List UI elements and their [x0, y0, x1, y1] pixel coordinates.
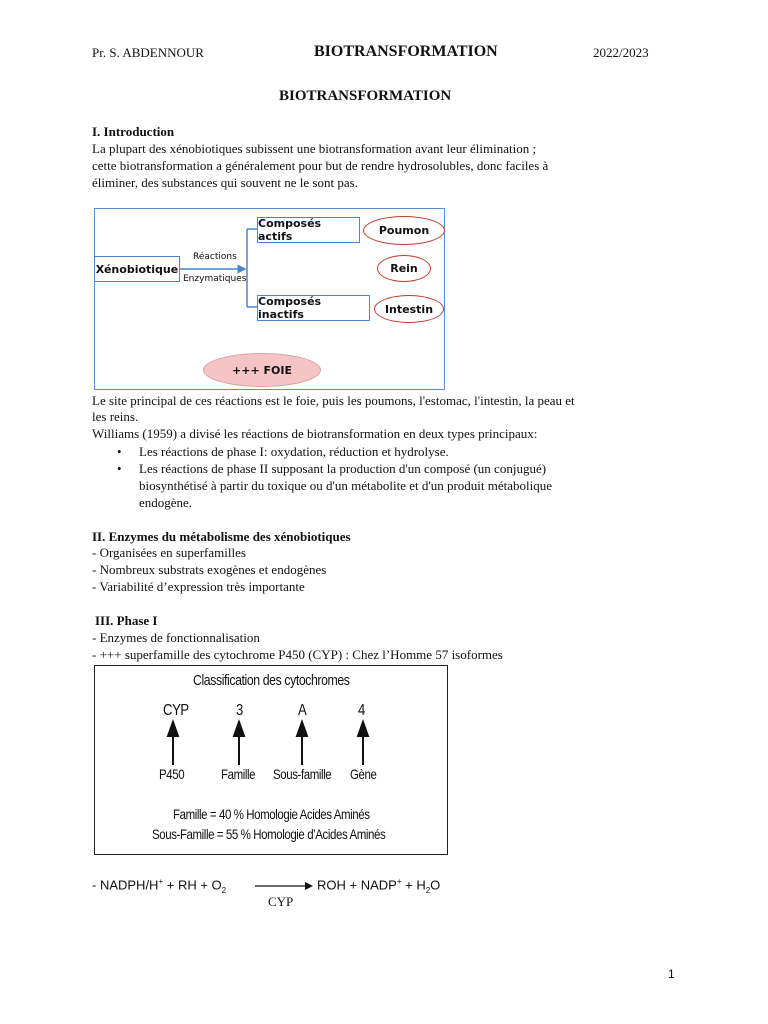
- composes-actifs-box: Composés actifs: [257, 217, 360, 243]
- header-author: Pr. S. ABDENNOUR: [92, 45, 204, 60]
- site-line-2: les reins.: [92, 409, 139, 424]
- header-year: 2022/2023: [593, 45, 649, 60]
- eq-nadph: - NADPH/H: [92, 877, 159, 893]
- bullet-phase-2-text: Les réactions de phase II supposant la production d'un composé (un conjugué): [139, 461, 547, 476]
- enzymes-line-2: - Nombreux substrats exogènes et endogènes: [92, 562, 327, 577]
- eq-rh-o: + RH + O: [163, 877, 222, 893]
- reaction-equation-right: [317, 877, 440, 895]
- bullet-phase-2-cont-1: biosynthétisé à partir du toxique ou d'un métabolite et d'un produit métabolique: [139, 478, 553, 493]
- eq-o: O: [430, 877, 441, 893]
- rein-oval: Rein: [377, 255, 431, 282]
- site-line-3: Williams (1959) a divisé les réactions de biotransformation en deux types principaux:: [92, 426, 538, 441]
- bullet-phase-1-text: Les réactions de phase I: oxydation, réduction et hydrolyse.: [139, 444, 449, 459]
- enzymatiques-label: Enzymatiques: [183, 274, 247, 284]
- enzymes-line-3: - Variabilité d’expression très importante: [92, 579, 305, 594]
- header-title: BIOTRANSFORMATION: [314, 43, 498, 60]
- intro-line-3: éliminer, des substances qui souvent ne le sont pas.: [92, 175, 358, 190]
- cyp-figure-title: Classification des cytochromes: [193, 672, 350, 689]
- cyp-top-subfamily: A: [298, 702, 307, 719]
- cyp-top-family: 3: [236, 702, 243, 719]
- eq-sub-2: 2: [425, 885, 431, 895]
- enzymes-line-1: - Organisées en superfamilles: [92, 545, 246, 560]
- eq-sub-1: 2: [221, 885, 227, 895]
- reaction-enzyme-label: CYP: [268, 894, 294, 909]
- reactions-label: Réactions: [193, 252, 237, 262]
- eq-roh-nadp: ROH + NADP: [317, 877, 397, 893]
- composes-inactifs-box: Composés inactifs: [257, 295, 370, 321]
- intro-line-1: La plupart des xénobiotiques subissent une biotransformation avant leur élimination ;: [92, 141, 537, 156]
- eq-sup-2: +: [396, 877, 402, 886]
- cyp-bottom-famille: Famille: [221, 766, 256, 782]
- biotransformation-diagram: [94, 208, 445, 390]
- reaction-equation-left: [92, 877, 226, 895]
- foie-oval: +++ FOIE: [203, 353, 321, 387]
- cyp-sous-famille-note: Sous-Famille = 55 % Homologie d’Acides Aminés: [152, 826, 386, 842]
- cyp-famille-note: Famille = 40 % Homologie Acides Aminés: [173, 806, 370, 822]
- xenobiotique-box: Xénobiotique: [94, 256, 180, 282]
- bullet-phase-1: [117, 444, 449, 460]
- phase1-line-1: - Enzymes de fonctionnalisation: [92, 630, 260, 645]
- site-line-1: Le site principal de ces réactions est le foie, puis les poumons, l'estomac, l'intestin, la peau et: [92, 393, 575, 408]
- cyp-top-gene: 4: [358, 702, 365, 719]
- reaction-arrow-icon: [255, 880, 315, 892]
- cyp-bottom-sous-famille: Sous-famille: [273, 766, 332, 782]
- bullet-icon: •: [117, 444, 122, 459]
- cyp-bottom-gene: Gène: [350, 766, 377, 782]
- page-title: BIOTRANSFORMATION: [279, 88, 452, 104]
- cyp-top-cyp: CYP: [163, 702, 189, 719]
- page-number: 1: [668, 967, 675, 981]
- intro-line-2: cette biotransformation a généralement pour but de rendre hydrosolubles, donc faciles à: [92, 158, 549, 173]
- bullet-icon: •: [117, 461, 122, 476]
- cyp-bottom-p450: P450: [159, 766, 185, 782]
- bullet-phase-2-cont-2: endogène.: [139, 495, 193, 510]
- cyp-classification-figure: [94, 665, 448, 855]
- phase1-heading: III. Phase I: [95, 613, 158, 628]
- bullet-phase-2: [117, 461, 547, 477]
- eq-h: + H: [401, 877, 426, 893]
- phase1-line-2: - +++ superfamille des cytochrome P450 (CYP) : Chez l’Homme 57 isoformes: [92, 647, 503, 662]
- enzymes-heading: II. Enzymes du métabolisme des xénobiotiques: [92, 529, 351, 544]
- intro-heading: I. Introduction: [92, 124, 175, 139]
- intestin-oval: Intestin: [374, 295, 444, 323]
- eq-sup-1: +: [158, 877, 164, 886]
- poumon-oval: Poumon: [363, 216, 445, 245]
